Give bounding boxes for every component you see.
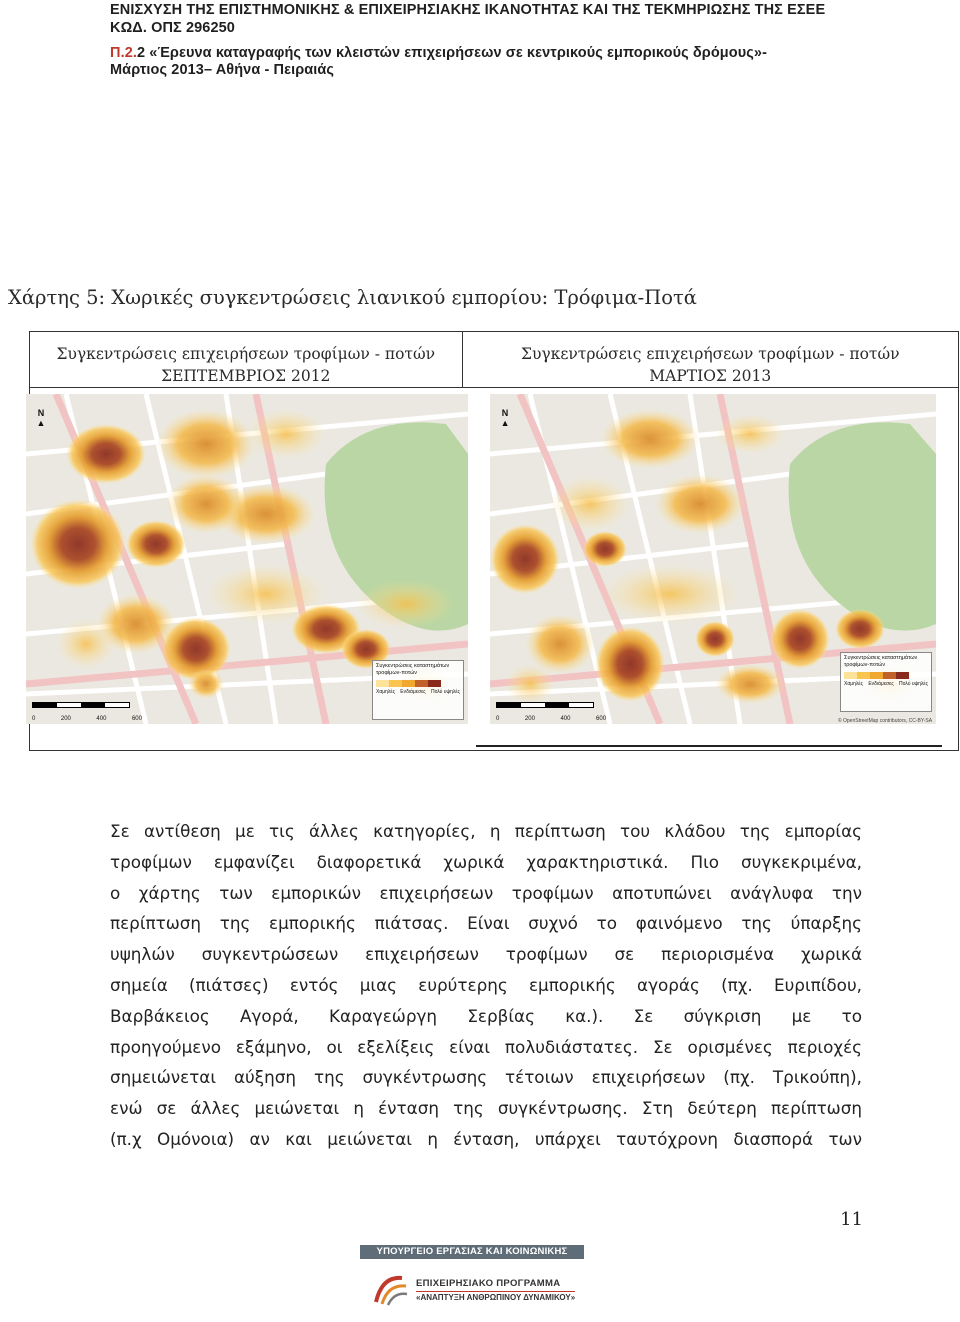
paragraph-line: ο χάρτης των εμπορικών επιχειρήσεων τροφίμων αποτυπώνει ανάγλυφα την xyxy=(110,882,862,903)
paragraph-line: ενώ σε άλλες μειώνεται η ένταση της συγκέντρωσης. Στη δεύτερη περίπτωση xyxy=(110,1098,862,1119)
scale-labels xyxy=(32,716,142,722)
paragraph-line: περίπτωση της εμπορικής πιάτσας. Είναι συχνό το φαινόμενο της ύπαρξης xyxy=(110,913,862,934)
legend-swatch xyxy=(402,680,415,687)
legend-swatches xyxy=(376,680,460,687)
map-caption-left xyxy=(30,332,462,387)
legend-title: Συγκεντρώσεις καταστημάτων τροφίμων-ποτών xyxy=(844,655,918,668)
legend-label-high: Πολύ υψηλές xyxy=(430,689,460,695)
header-line-2: ΚΩΔ. ΟΠΣ 296250 xyxy=(110,20,235,36)
scale-label: 400 xyxy=(96,716,107,722)
paragraph-line: τροφίμων εμφανίζει διαφορετικά χωρικά χαρακτηριστικά. Πιο συγκεκριμένα, xyxy=(110,851,862,872)
maps-table xyxy=(29,331,959,751)
scale-label: 600 xyxy=(596,716,607,722)
map-legend xyxy=(840,652,932,712)
paragraph-line: Σε αντίθεση με τις άλλες κατηγορίες, η περίπτωση του κλάδου της εμπορίας xyxy=(110,821,862,841)
paragraph-line: υψηλών συγκεντρώσεων επιχειρήσεων τροφίμων σε περιορισμένα χωρικά xyxy=(110,944,862,965)
program-title-line1: ΕΠΙΧΕΙΡΗΣΙΑΚΟ ΠΡΟΓΡΑΜΜΑ xyxy=(416,1278,561,1289)
scale-label: 0 xyxy=(496,716,500,722)
legend-label-mid: Ενδιάμεσες xyxy=(400,689,426,695)
paragraph-line: σημεία (πιάτσες) εντός μιας ευρύτερης εμπορικής αγοράς (πχ. Ευριπίδου, xyxy=(110,974,862,995)
program-logo-icon xyxy=(372,1272,408,1306)
program-logo xyxy=(372,1272,582,1310)
legend-title: Συγκεντρώσεις καταστημάτων τροφίμων-ποτών xyxy=(376,663,450,676)
caption-cell-left xyxy=(30,332,463,388)
legend-swatch xyxy=(428,680,441,687)
scale-bar xyxy=(496,702,594,708)
legend-swatch xyxy=(376,680,389,687)
heatmap-september-2012 xyxy=(26,394,468,724)
scale-label: 200 xyxy=(524,716,535,722)
heatmap-march-2013 xyxy=(490,394,936,724)
legend-swatch xyxy=(896,672,909,679)
legend-swatch xyxy=(857,672,870,679)
legend-label-high: Πολύ υψηλές xyxy=(899,681,929,687)
page-number: 11 xyxy=(840,1209,863,1230)
legend-label-low: Χαμηλές xyxy=(376,689,396,695)
map-caption-left-line2: ΣΕΠΤΕΜΒΡΙΟΣ 2012 xyxy=(161,367,331,385)
legend-swatch xyxy=(844,672,857,679)
map-caption-right-line2: ΜΑΡΤΙΟΣ 2013 xyxy=(649,367,772,385)
header-line-3-rest: 2 «Έρευνα καταγραφής των κλειστών επιχειρήσεων σε κεντρικούς εμπορικούς δρόμους»- xyxy=(137,45,768,61)
legend-swatches xyxy=(844,672,928,679)
map-credit: © OpenStreetMap contributors, CC-BY-SA xyxy=(837,718,933,724)
map-legend xyxy=(372,660,464,720)
legend-swatch xyxy=(870,672,883,679)
ministry-banner: ΥΠΟΥΡΓΕΙΟ ΕΡΓΑΣΙΑΣ ΚΑΙ ΚΟΙΝΩΝΙΚΗΣ ΑΣΦΑΛΙΣΗΣ xyxy=(360,1245,584,1259)
scale-label: 200 xyxy=(60,716,71,722)
legend-label-mid: Ενδιάμεσες xyxy=(868,681,894,687)
map-cell-right xyxy=(462,388,958,751)
map-caption-left-line1: Συγκεντρώσεις επιχειρήσεων τροφίμων - ποτών xyxy=(56,345,436,363)
paragraph-line: σημειώνεται αύξηση της συγκέντρωσης τέτοιων επιχειρήσεων (πχ. Τρικούπη), xyxy=(110,1067,862,1088)
scale-label: 400 xyxy=(560,716,571,722)
scale-label: 0 xyxy=(32,716,36,722)
map-title: Χάρτης 5: Χωρικές συγκεντρώσεις λιανικού εμπορίου: Τρόφιμα-Ποτά xyxy=(8,286,697,309)
north-arrow-icon: N ▲ xyxy=(36,408,46,428)
paragraph-line: Βαρβάκειος Αγορά, Καραγεώργη Σερβίας κα.). Σε σύγκριση με το xyxy=(110,1005,862,1026)
map-caption-right-line1: Συγκεντρώσεις επιχειρήσεων τροφίμων - ποτών xyxy=(521,345,900,363)
caption-cell-right xyxy=(462,332,958,388)
north-arrow-icon: N ▲ xyxy=(500,408,510,428)
header-line-1: ΕΝΙΣΧΥΣΗ ΤΗΣ ΕΠΙΣΤΗΜΟΝΙΚΗΣ & ΕΠΙΧΕΙΡΗΣΙΑΚΗΣ ΙΚΑΝΟΤΗΤΑΣ ΚΑΙ ΤΗΣ ΤΕΚΜΗΡΙΩΣΗΣ ΤΗΣ ΕΣΕΕ xyxy=(110,2,826,18)
paragraph-line: προηγούμενο εξάμηνο, οι εξελίξεις είναι πολυδιάστατες. Σε ορισμένες περιοχές xyxy=(110,1036,862,1057)
header-line-3 xyxy=(110,45,767,61)
scale-labels xyxy=(496,716,606,722)
legend-swatch xyxy=(883,672,896,679)
legend-swatch xyxy=(389,680,402,687)
map-caption-right xyxy=(463,332,958,387)
scale-bar xyxy=(32,702,130,708)
header-line-4: Μάρτιος 2013– Αθήνα - Πειραιάς xyxy=(110,62,335,78)
header-line-3-prefix: Π.2. xyxy=(110,45,137,61)
legend-label-low: Χαμηλές xyxy=(844,681,864,687)
program-title-line2: «ΑΝΑΠΤΥΞΗ ΑΝΘΡΩΠΙΝΟΥ ΔΥΝΑΜΙΚΟΥ» xyxy=(416,1293,576,1302)
body-paragraph xyxy=(110,816,862,1155)
divider-rule xyxy=(476,745,942,747)
legend-swatch xyxy=(415,680,428,687)
map-cell-left xyxy=(30,388,463,751)
paragraph-line: (π.χ Ομόνοια) αν και μειώνεται η ένταση, υπάρχει ταυτόχρονη διασπορά των xyxy=(110,1128,862,1149)
scale-label: 600 xyxy=(131,716,142,722)
